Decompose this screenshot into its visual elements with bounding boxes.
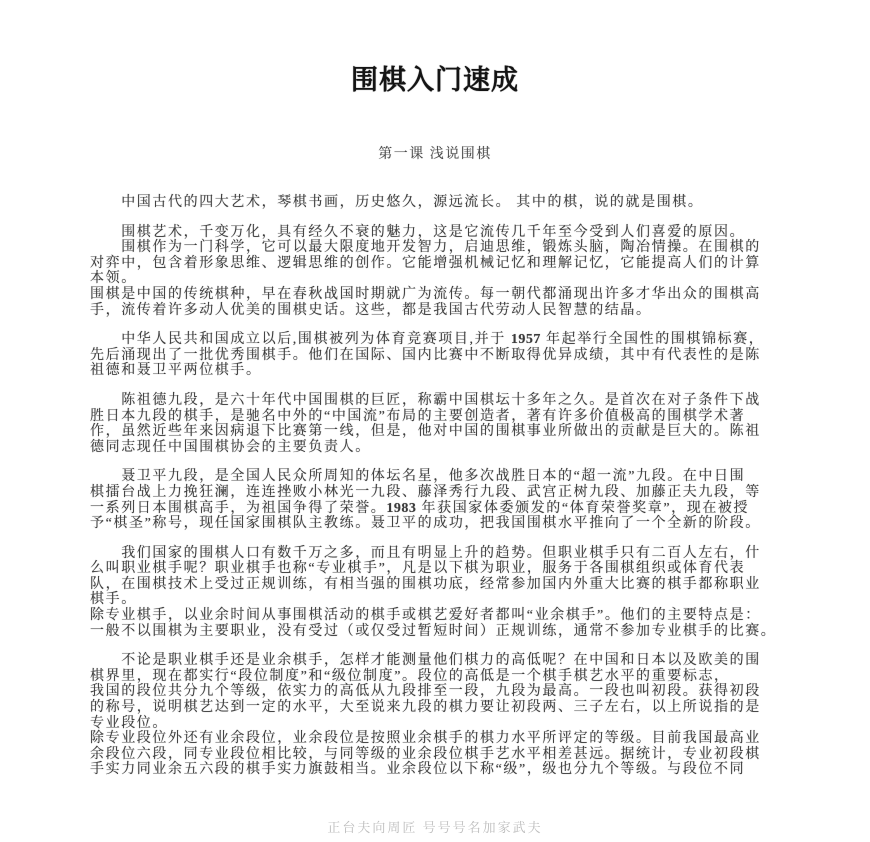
text-line: 作，虽然近些年来因病退下比赛第一线，但是，他对中国的围棋事业所做出的贡献是巨大的。陈祖	[90, 424, 761, 440]
text-line: 围棋作为一门科学，它可以最大限度地开发智力，启迪思维，锻炼头脑，陶冶情操。在围棋的	[90, 240, 761, 256]
text-line: 先后涌现出了一批优秀围棋手。他们在国际、国内比赛中不断取得优异成绩，其中有代表性的是陈	[90, 347, 761, 363]
text-line: 除专业棋手，以业余时间从事围棋活动的棋手或棋艺爱好者都叫“业余棋手”。他们的主要特点是：	[90, 608, 761, 624]
text-line: 棋界里，现在都实行“段位制度”和“级位制度”。段位的高低是一个棋手棋艺水平的重要标志，	[90, 668, 730, 684]
document-body	[90, 195, 790, 792]
text-line: 对弈中，包含着形象思维、逻辑思维的创作。它能增强机械记忆和理解记忆，它能提高人们的计算	[90, 255, 761, 271]
text-line: 手，流传着许多动人优美的围棋史话。这些，都是我国古代劳动人民智慧的结晶。	[90, 302, 652, 318]
text-line: 专业段位。	[90, 715, 168, 731]
paragraph	[90, 195, 790, 211]
text-line: 我国的段位共分九个等级，依实力的高低从九段排至一段，九段为最高。一段也叫初段。获得初段	[90, 684, 761, 700]
paragraph	[90, 393, 790, 455]
text-line: 除专业段位外还有业余段位，业余段位是按照业余棋手的棋力水平所评定的等级。目前我国最高业	[90, 731, 761, 747]
text-line: 的称号，说明棋艺达到一定的水平，大至说来九段的棋力要让初段两、三子左右，以上所说指的是	[90, 700, 761, 716]
text-line: 胜日本九段的棋手，是驰名中外的“中国流”布局的主要创造者，著有许多价值极高的围棋学术著	[90, 408, 746, 424]
text-line: 一般不以围棋为主要职业，没有受过（或仅受过暂短时间）正规训练，通常不参加专业棋手的比赛。	[90, 623, 777, 639]
text-line: 围棋是中国的传统棋种，早在春秋战国时期就广为流传。每一朝代都涌现出许多才华出众的围棋高	[90, 286, 761, 302]
text-line: 手实力同业余五六段的棋手实力旗鼓相当。业余段位以下称“级”，级也分九个等级。与段位不同	[90, 762, 746, 778]
footer-watermark: 正台夫向周匠 号号号名加家武夫	[327, 820, 543, 835]
text-line: 本领。	[90, 271, 137, 287]
text-line: 棋手。	[90, 592, 137, 608]
paragraph	[90, 546, 790, 640]
text-line: 棋擂台战上力挽狂澜，连连挫败小林光一九段、藤泽秀行九段、武宫正树九段、加藤正夫九段，等	[90, 484, 761, 500]
text-line: 德同志现任中国围棋协会的主要负责人。	[90, 439, 371, 455]
text-line: 祖德和聂卫平两位棋手。	[90, 363, 262, 379]
text-line: 围棋艺术，千变万化，具有经久不衰的魅力，这是它流传几千年至今受到人们喜爱的原因。	[90, 224, 746, 240]
text-line: 么叫职业棋手呢？职业棋手也称“专业棋手”，凡是以下棋为职业，服务于各围棋组织或体育代表	[90, 561, 746, 577]
text-line: 一系列日本围棋高手，为祖国争得了荣誉。1983 年获国家体委颁发的“体育荣誉奖章”，现在被授	[90, 500, 750, 516]
paragraph	[90, 332, 790, 379]
document-title: 围棋入门速成	[351, 65, 519, 95]
text-line: 予“棋圣”称号，现任国家围棋队主教练。聂卫平的成功，把我国围棋水平推向了一个全新的阶段。	[90, 516, 761, 532]
text-line: 队，在围棋技术上受过正规训练，有相当强的围棋功底，经常参加国内外重大比赛的棋手都称职业	[90, 576, 761, 592]
paragraph	[90, 225, 790, 319]
text-line: 不论是职业棋手还是业余棋手，怎样才能测量他们棋力的高低呢？在中国和日本以及欧美的围	[90, 653, 761, 669]
text-line: 中国古代的四大艺术，琴棋书画，历史悠久，源远流长。 其中的棋，说的就是围棋。	[90, 195, 704, 210]
text-line: 余段位六段，同专业段位相比较，与同等级的业余段位棋手艺水平相差甚远。据统计，专业初段棋	[90, 746, 761, 762]
paragraph	[90, 469, 790, 531]
text-line: 中华人民共和国成立以后,围棋被列为体育竞赛项目,并于 1957 年起举行全国性的围棋锦标赛，	[90, 332, 765, 348]
paragraph	[90, 653, 790, 778]
lesson-heading: 第一课 浅说围棋	[378, 147, 492, 162]
text-line: 聂卫平九段，是全国人民众所周知的体坛名星，他多次战胜日本的“超一流”九段。在中日围	[90, 469, 746, 485]
text-line: 陈祖德九段，是六十年代中国围棋的巨匠，称霸中国棋坛十多年之久。是首次在对子条件下战	[90, 392, 761, 408]
text-line: 我们国家的围棋人口有数千万之多，而且有明显上升的趋势。但职业棋手只有二百人左右，什	[90, 545, 761, 561]
